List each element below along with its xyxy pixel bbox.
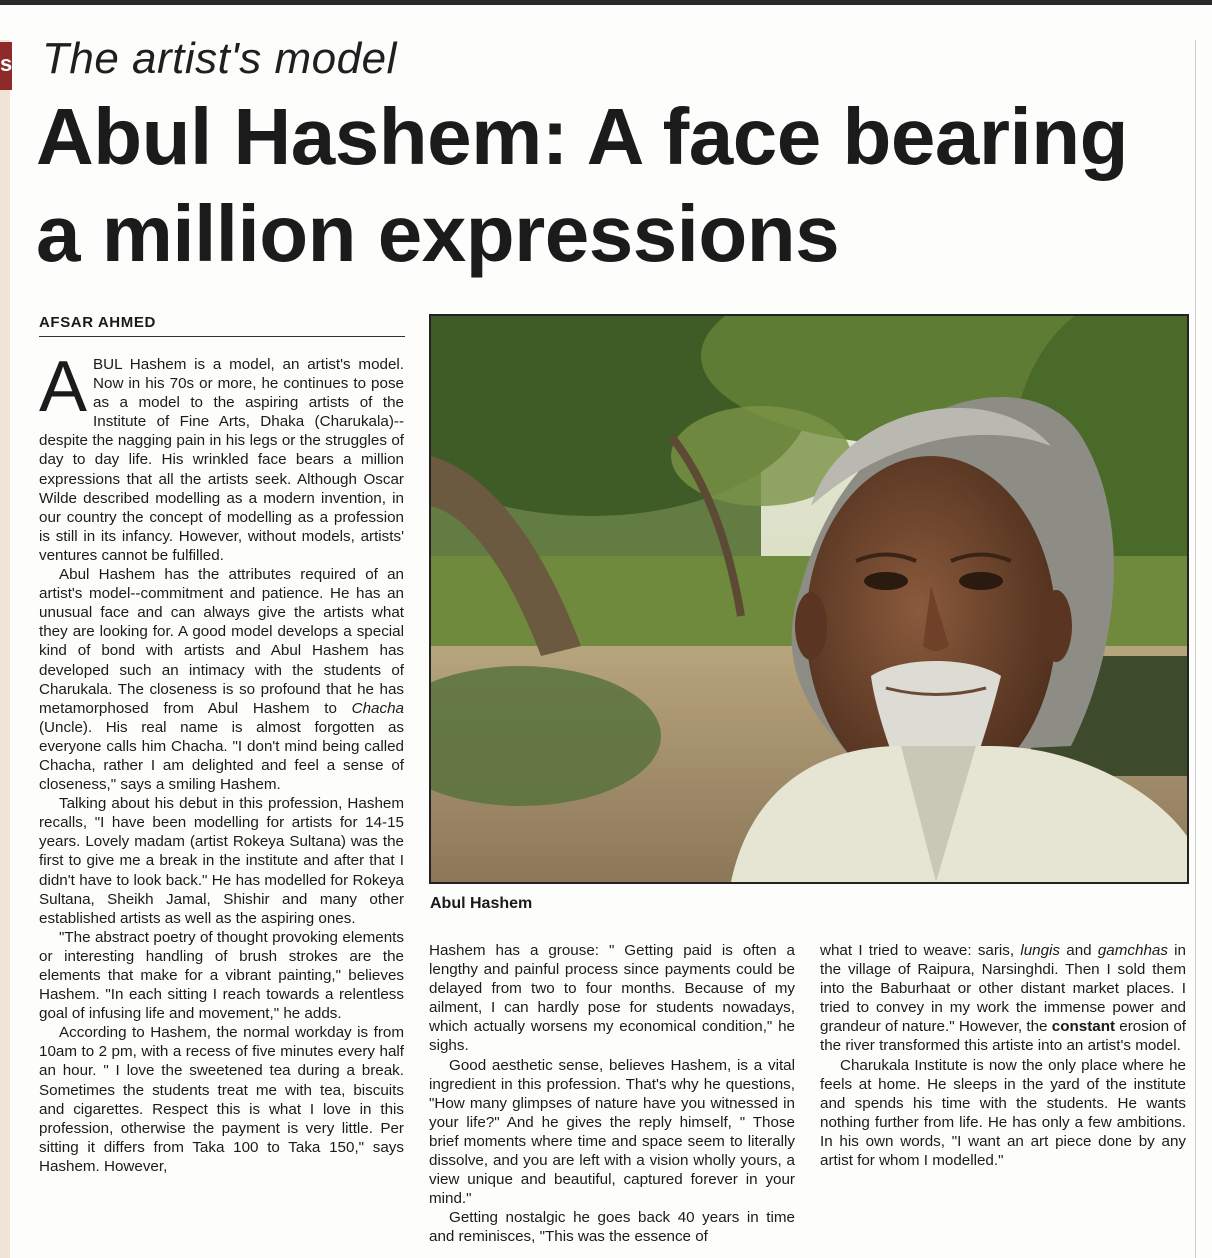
paragraph <box>39 347 404 565</box>
italic-term: gamchhas <box>1097 942 1168 959</box>
nickname-italic: Chacha <box>351 699 404 717</box>
paragraph-text: BUL Hashem is a model, an artist's model. Now in his 70s or more, he continues to pose as a model to the aspiring artists of the Institute of Fine Arts, Dhaka (Charukala)-- despite the nagging pain in his legs or the struggles of day to day life. His wrinkled face bears a million expressions that all the artists seek. Although Oscar Wilde described modelling as a modern invention, in our country the concept of modelling as a profession is still in its infancy. However, without models, artists' ventures cannot be fulfilled. <box>39 356 404 564</box>
right-rule <box>1195 40 1196 1258</box>
paragraph-text: in the village of Raipura, Narsinghdi. Then I sold them into the Baburhaat or other distant market places. I tried to convey in my work the immense power and grandeur of nature." However, the <box>820 942 1186 1036</box>
photo-illustration <box>431 316 1187 882</box>
kicker: The artist's model <box>42 34 397 83</box>
page-margin-band <box>0 40 10 1258</box>
paragraph: Good aesthetic sense, believes Hashem, is a vital ingredient in this profession. That's why he questions, "How many glimpses of nature have you witnessed in your life?" And he gives the reply himself, " Those brief moments where time and space seem to literally dissolve, and you are left with a vision wholly yours, a view unique and beautiful, captured forever in your mind." <box>429 1056 795 1208</box>
paragraph-text: (Uncle). His real name is almost forgotten as everyone calls him Chacha. "I don't mind being called Chacha, rather I am delighted and feel a sense of closeness," says a smiling Hashem. <box>39 718 404 794</box>
byline: AFSAR AHMED <box>39 314 405 337</box>
paragraph: Talking about his debut in this profession, Hashem recalls, "I have been modelling for artists for 14-15 years. Lovely madam (artist Rokeya Sultana) was the first to give me a break in the institute and after that I didn't have to look back." He has modelled for Rokeya Sultana, Sheikh Jamal, Shishir and many other established artists as well as the aspiring ones. <box>39 795 404 927</box>
top-rule <box>0 0 1212 5</box>
paragraph-text: and <box>1060 942 1098 959</box>
paragraph-text: erosion of the river transformed this artiste into an artist's model. <box>820 1018 1186 1055</box>
drop-cap: A <box>39 347 88 427</box>
paragraph: Hashem has a grouse: " Getting paid is often a lengthy and painful process since payments could be delayed from two to four months. Because of my ailment, I can hardly pose for students nowadays, which actually worsens my economical condition," he sighs. <box>429 942 795 1055</box>
section-tab: s <box>0 42 12 90</box>
paragraph-text: what I tried to weave: saris, <box>820 942 1021 959</box>
paragraph <box>820 941 1186 1056</box>
paragraph <box>39 565 404 794</box>
italic-term: lungis <box>1020 942 1061 959</box>
paragraph: Getting nostalgic he goes back 40 years in time and reminisces, "This was the essence of <box>429 1209 795 1246</box>
paragraph-text: Abul Hashem has the attributes required of an artist's model--commitment and patience. He has an unusual face and can always give the artists what they are looking for. A good model develops a special kind of bond with artists and Abul Hashem has developed such an intimacy with the students of Charukala. The closeness is so profound that he has metamorphosed from Abul Hashem to <box>39 566 404 717</box>
paragraph: Charukala Institute is now the only place where he feels at home. He sleeps in the yard of the institute and spends his time with the students. He wants nothing further from life. He has only a few ambitions. In his own words, "I want an art piece done by any artist for whom I modelled." <box>820 1056 1186 1170</box>
photo-caption: Abul Hashem <box>430 895 533 912</box>
portrait-photo <box>429 314 1189 884</box>
article-column-1 <box>39 347 404 1176</box>
paragraph: "The abstract poetry of thought provoking elements or interesting handling of brush strokes are the elements that make for a vibrant painting," believes Hashem. "In each sitting I reach towards a relentless goal of infusing life and movement," he adds. <box>39 928 404 1023</box>
article-column-2 <box>429 941 795 1247</box>
paragraph: According to Hashem, the normal workday is from 10am to 2 pm, with a recess of five minutes every half an hour. " I love the sweetened tea during a break. Sometimes the students treat me with tea, biscuits and cigarettes. Respect this is what I love in this profession, otherwise the payment is very little. Per sitting it differs from Taka 100 to Taka 150," says Hashem. However, <box>39 1024 404 1175</box>
headline: Abul Hashem: A face bearing a million expressions <box>36 92 1128 278</box>
bold-term: constant <box>1051 1018 1116 1036</box>
article-column-3 <box>820 941 1186 1170</box>
